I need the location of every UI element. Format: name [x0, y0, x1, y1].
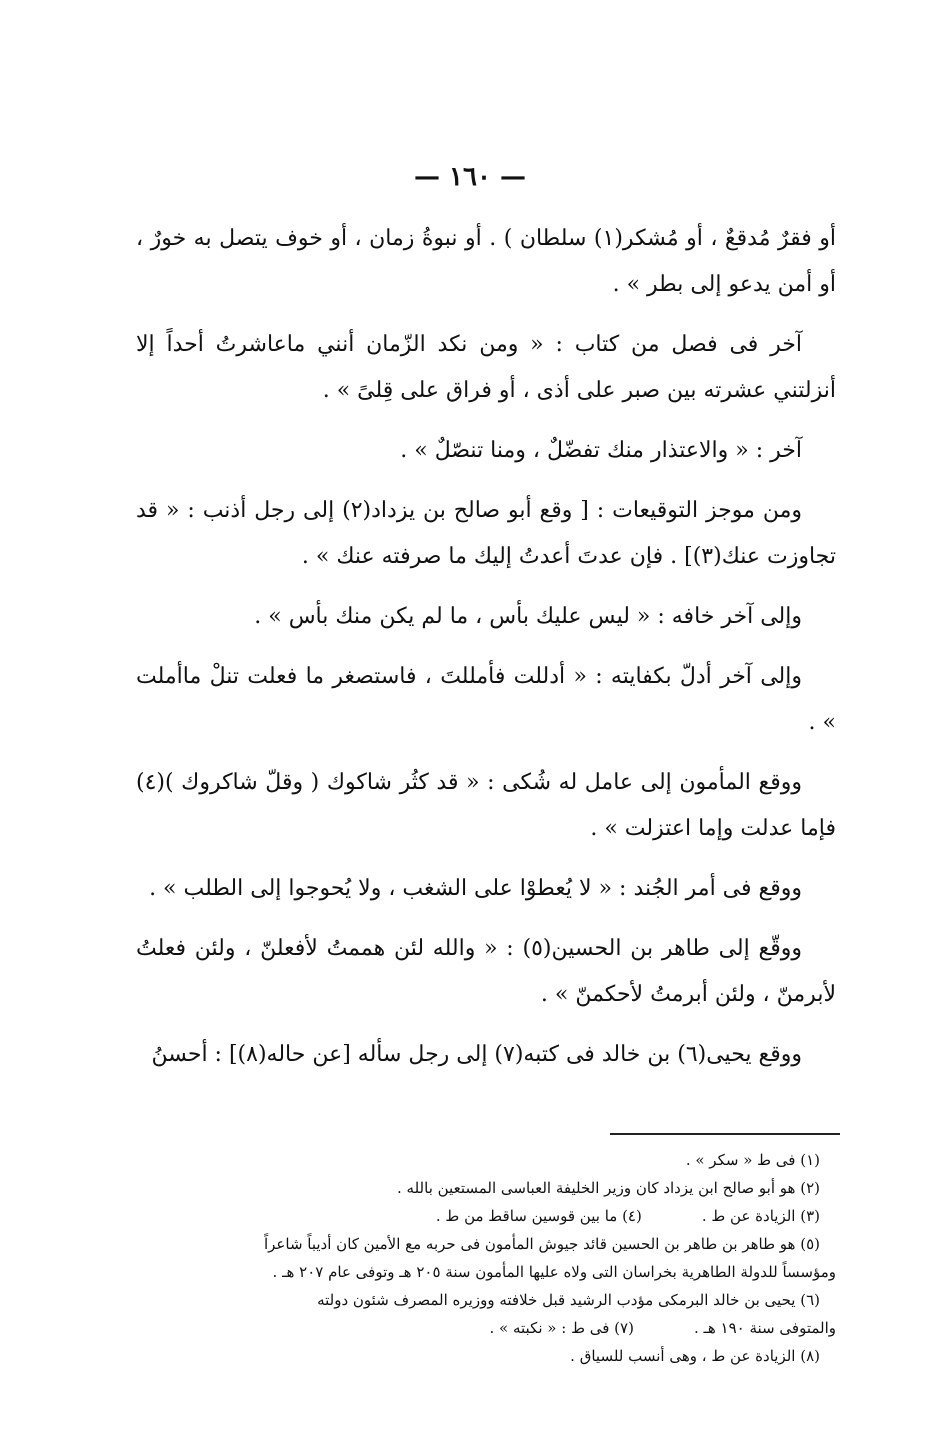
footnote-6: (٦) يحيى بن خالد البرمكى مؤدب الرشيد قبل خلافته ووزيره المصرف شئون دولته [317, 1291, 820, 1309]
footnote-6-continuation: والمتوفى سنة ١٩٠ هـ . [693, 1319, 836, 1337]
paragraph-9: ووقّع إلى طاهر بن الحسين(٥) : « والله لئن هممتُ لأفعلنّ ، ولئن فعلتُ لأبرمنّ ، ولئن أبرمتُ لأحكمنّ » . [136, 936, 836, 1007]
paragraph-2: آخر فى فصل من كتاب : « ومن نكد الزّمان أنني ماعاشرتُ أحداً إلا أنزلتني عشرته بين صبر على أذى ، أو فراق على قِلىً » . [136, 332, 836, 403]
main-text [136, 216, 836, 1092]
paragraph-6: وإلى آخر أدلّ بكفايته : « أدللت فأمللتَ ، فاستصغر ما فعلت تنلْ ماأملت » . [136, 664, 836, 735]
footnote-1: (١) فى ط « سكر » . [685, 1151, 820, 1169]
paragraph-8: ووقع فى أمر الجُند : « لا يُعطوْا على الشغب ، ولا يُحوجوا إلى الطلب » . [149, 876, 802, 901]
footnote-row-3-4 [136, 1202, 836, 1230]
footnote-row-6-7 [136, 1314, 836, 1342]
paragraph-10: ووقع يحيى(٦) بن خالد فى كتبه(٧) إلى رجل سأله [عن حاله(٨)] : أحسنُ [151, 1042, 802, 1067]
footnote-8: (٨) الزيادة عن ط ، وهى أنسب للسياق . [570, 1347, 820, 1365]
paragraph-7: ووقع المأمون إلى عامل له شُكى : « قد كثُر شاكوك ( وقلّ شاكروك )(٤) فإما عدلت وإما اعتزلت » . [136, 770, 836, 841]
paragraph-3: آخر : « والاعتذار منك تفضّلٌ ، ومنا تنصّلٌ » . [400, 438, 802, 463]
paragraph-4: ومن موجز التوقيعات : [ وقع أبو صالح بن يزداد(٢) إلى رجل أذنب : « قد تجاوزت عنك(٣)] . فإن عدتَ أعدتُ إليك ما صرفته عنك » . [136, 498, 836, 569]
footnotes [136, 1146, 836, 1370]
footnote-2: (٢) هو أبو صالح ابن يزداد كان وزير الخليفة العباسى المستعين بالله . [397, 1179, 820, 1197]
paragraph-5: وإلى آخر خافه : « ليس عليك بأس ، ما لم يكن منك بأس » . [254, 604, 802, 629]
footnote-divider [610, 1133, 840, 1135]
footnote-7: (٧) فى ط : « نكبته » . [489, 1319, 634, 1337]
footnote-4: (٤) ما بين قوسين ساقط من ط . [435, 1207, 642, 1225]
footnote-5-continuation: ومؤسساً للدولة الطاهرية بخراسان التى ولاه عليها المأمون سنة ٢٠٥ هـ وتوفى عام ٢٠٧ هـ . [272, 1263, 836, 1281]
footnote-5: (٥) هو طاهر بن طاهر بن الحسين قائد جيوش المأمون فى حربه مع الأمين كان أديباً شاعراً [263, 1235, 820, 1253]
page-number: — ١٦٠ — [413, 162, 527, 192]
paragraph-1: أو فقرٌ مُدقعٌ ، أو مُشكر(١) سلطان ) . أو نبوةُ زمان ، أو خوف يتصل به خورٌ ، أو أمن يدعو إلى بطر » . [136, 226, 836, 297]
footnote-3: (٣) الزيادة عن ط . [701, 1207, 820, 1225]
